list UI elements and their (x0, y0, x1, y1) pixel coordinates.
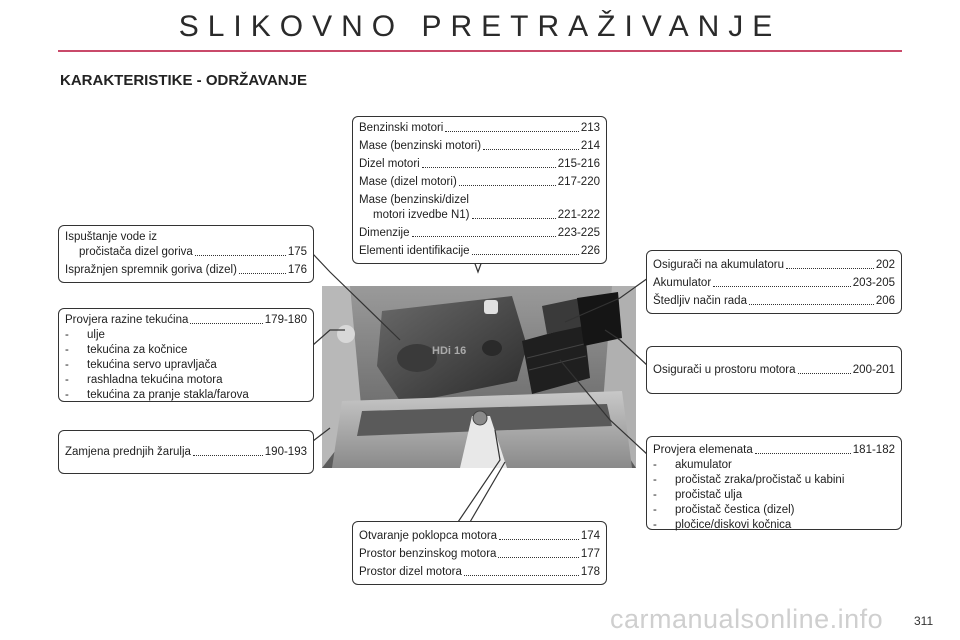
list-item: - tekućina za kočnice (65, 344, 188, 356)
watermark: carmanualsonline.info (610, 604, 884, 634)
list-item: - pločice/diskovi kočnica (653, 519, 792, 531)
title-rule (58, 50, 902, 52)
entry-dimensions[interactable]: Dimenzije 223-225 (359, 227, 600, 239)
entry-battery-fuses[interactable]: Osigurači na akumulatoru 202 (653, 259, 895, 271)
list-item: - tekućina servo upravljača (65, 359, 217, 371)
entry-engine-fuses[interactable]: Osigurači u prostoru motora 200-201 (653, 364, 895, 376)
callout-fuel-filter (58, 225, 314, 283)
entry-identification[interactable]: Elementi identifikacije 226 (359, 245, 600, 257)
engine-badge-text: HDi 16 (432, 345, 467, 357)
list-item: - pročistač zraka/pročistač u kabini (653, 474, 845, 486)
list-item: - pročistač čestica (dizel) (653, 504, 795, 516)
engine-bay-photo (322, 286, 636, 468)
entry-diesel-bay[interactable]: Prostor dizel motora 178 (359, 566, 600, 578)
page-number: 311 (914, 614, 934, 628)
entry-petrol-weights[interactable]: Mase (benzinski motori) 214 (359, 140, 600, 152)
list-item: - tekućina za pranje stakla/farova (65, 389, 249, 401)
callout-check-elements (646, 436, 902, 530)
entry-empty-tank[interactable]: Ispražnjen spremnik goriva (dizel) 176 (65, 264, 307, 276)
entry-drain-water[interactable]: Ispuštanje vode iz pročistača dizel goriva 175 (65, 231, 307, 258)
section-heading: KARAKTERISTIKE - ODRŽAVANJE (60, 72, 307, 89)
list-item: - akumulator (653, 459, 732, 471)
callout-specifications (352, 116, 607, 264)
entry-front-bulbs[interactable]: Zamjena prednjih žarulja 190-193 (65, 446, 307, 458)
callout-battery (646, 250, 902, 314)
list-item: - pročistač ulja (653, 489, 743, 501)
entry-petrol-bay[interactable]: Prostor benzinskog motora 177 (359, 548, 600, 560)
entry-economy-mode[interactable]: Štedljiv način rada 206 (653, 295, 895, 307)
entry-battery[interactable]: Akumulator 203-205 (653, 277, 895, 289)
page-title: SLIKOVNO PRETRAŽIVANJE (178, 10, 782, 43)
callout-engine-fuses (646, 346, 902, 394)
entry-n1-weights[interactable]: Mase (benzinski/dizel motori izvedbe N1) 221-222 (359, 194, 600, 221)
list-item: - ulje (65, 329, 105, 341)
entry-petrol-engines[interactable]: Benzinski motori 213 (359, 122, 600, 134)
entry-check-elements[interactable]: Provjera elemenata 181-182 (653, 444, 895, 456)
list-item: - rashladna tekućina motora (65, 374, 223, 386)
entry-open-bonnet[interactable]: Otvaranje poklopca motora 174 (359, 530, 600, 542)
callout-fluid-levels (58, 308, 314, 402)
entry-diesel-weights[interactable]: Mase (dizel motori) 217-220 (359, 176, 600, 188)
entry-fluid-levels[interactable]: Provjera razine tekućina 179-180 (65, 314, 307, 326)
entry-diesel-engines[interactable]: Dizel motori 215-216 (359, 158, 600, 170)
callout-bonnet (352, 521, 607, 585)
callout-bulbs (58, 430, 314, 474)
